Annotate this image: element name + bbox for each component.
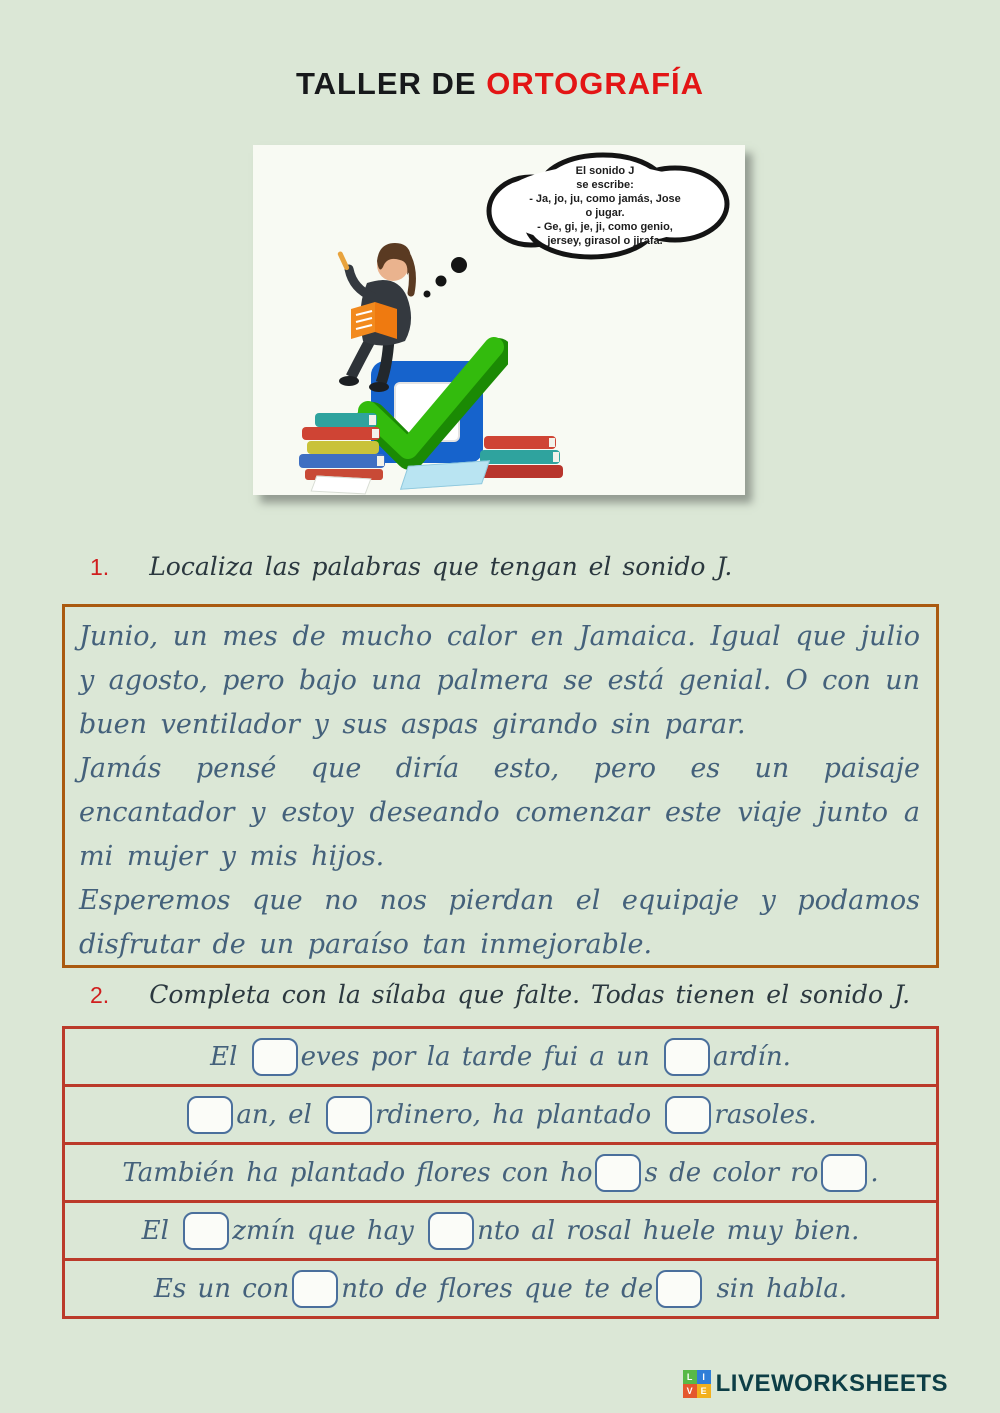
row-text: nto al rosal huele muy bien.: [477, 1215, 860, 1246]
syllable-input[interactable]: [187, 1096, 233, 1134]
row-text: zmín que hay: [232, 1215, 426, 1246]
bubble-line: o jugar.: [585, 207, 625, 219]
row-text: an, el: [236, 1099, 324, 1130]
exercise2-number: 2.: [90, 982, 110, 1008]
book-stack-right-illustration: [475, 425, 585, 483]
exercise1-paragraph[interactable]: Esperemos que no nos pierdan el equipaje y podamos disfrutar de un paraíso tan inmejorable.: [79, 885, 920, 960]
exercise1-prompt: Localiza las palabras que tengan el sonido J.: [149, 552, 733, 581]
exercise1-text-box[interactable]: [62, 604, 939, 968]
row-text: nto de flores que te de: [341, 1273, 654, 1304]
logo-letter: V: [683, 1384, 697, 1398]
exercise1-header: [90, 552, 732, 581]
row-text: s de color ro: [644, 1157, 819, 1188]
liveworksheets-logo-icon: [683, 1370, 711, 1398]
bubble-line: El sonido J: [575, 165, 635, 177]
footer-brand: [683, 1370, 948, 1398]
row-text: También ha plantado flores con ho: [122, 1157, 593, 1188]
fill-row-5: [62, 1258, 939, 1319]
paper-sheet-blue-illustration: [400, 460, 490, 490]
title-red-part: ORTOGRAFÍA: [486, 66, 705, 101]
bubble-line: - Ja, jo, ju, como jamás, Jose: [529, 193, 681, 205]
illustration-card: [253, 145, 745, 495]
bubble-line: se escribe:: [576, 179, 634, 191]
syllable-input[interactable]: [665, 1096, 711, 1134]
syllable-input[interactable]: [326, 1096, 372, 1134]
exercise1-paragraph[interactable]: Jamás pensé que diría esto, pero es un paisaje encantador y estoy deseando comenzar este viaje junto a mi mujer y mis hijos.: [79, 753, 920, 872]
fill-row-2: [62, 1084, 939, 1145]
student-character-illustration: [311, 235, 461, 403]
fill-row-4: [62, 1200, 939, 1261]
syllable-input[interactable]: [428, 1212, 474, 1250]
row-text: rasoles.: [714, 1099, 817, 1130]
row-text: Es un con: [153, 1273, 290, 1304]
paper-sheet-white-illustration: [311, 476, 372, 495]
brand-text: LIVEWORKSHEETS: [715, 1370, 948, 1397]
exercise1-number: 1.: [90, 554, 110, 580]
logo-letter: L: [683, 1370, 697, 1384]
row-text: sin habla.: [705, 1273, 848, 1304]
bubble-text: [491, 159, 719, 253]
row-text: El: [141, 1215, 181, 1246]
page-title: [0, 66, 1000, 102]
row-text: ardín.: [712, 1041, 791, 1072]
exercise1-paragraph[interactable]: Junio, un mes de mucho calor en Jamaica. Igual que julio y agosto, pero bajo una palmera se está genial. O con un buen ventilador y sus aspas girando sin parar.: [79, 621, 920, 740]
bubble-line: - Ge, gi, je, ji, como genio,: [537, 221, 673, 233]
row-text: El: [210, 1041, 249, 1072]
syllable-input[interactable]: [183, 1212, 229, 1250]
syllable-input[interactable]: [595, 1154, 641, 1192]
syllable-input[interactable]: [821, 1154, 867, 1192]
exercise2-rows: [62, 1026, 939, 1319]
logo-letter: I: [697, 1370, 711, 1384]
syllable-input[interactable]: [292, 1270, 338, 1308]
exercise2-prompt: Completa con la sílaba que falte. Todas tienen el sonido J.: [149, 980, 911, 1009]
syllable-input[interactable]: [252, 1038, 298, 1076]
syllable-input[interactable]: [664, 1038, 710, 1076]
row-text: .: [870, 1157, 879, 1188]
row-text: rdinero, ha plantado: [375, 1099, 663, 1130]
exercise2-header: [90, 980, 910, 1009]
bubble-line: jersey, girasol o jirafa.: [547, 235, 663, 247]
fill-row-1: [62, 1026, 939, 1087]
logo-letter: E: [697, 1384, 711, 1398]
thought-bubble: [473, 149, 737, 263]
syllable-input[interactable]: [656, 1270, 702, 1308]
title-black-part: TALLER DE: [295, 66, 487, 101]
fill-row-3: [62, 1142, 939, 1203]
row-text: eves por la tarde fui a un: [300, 1041, 661, 1072]
